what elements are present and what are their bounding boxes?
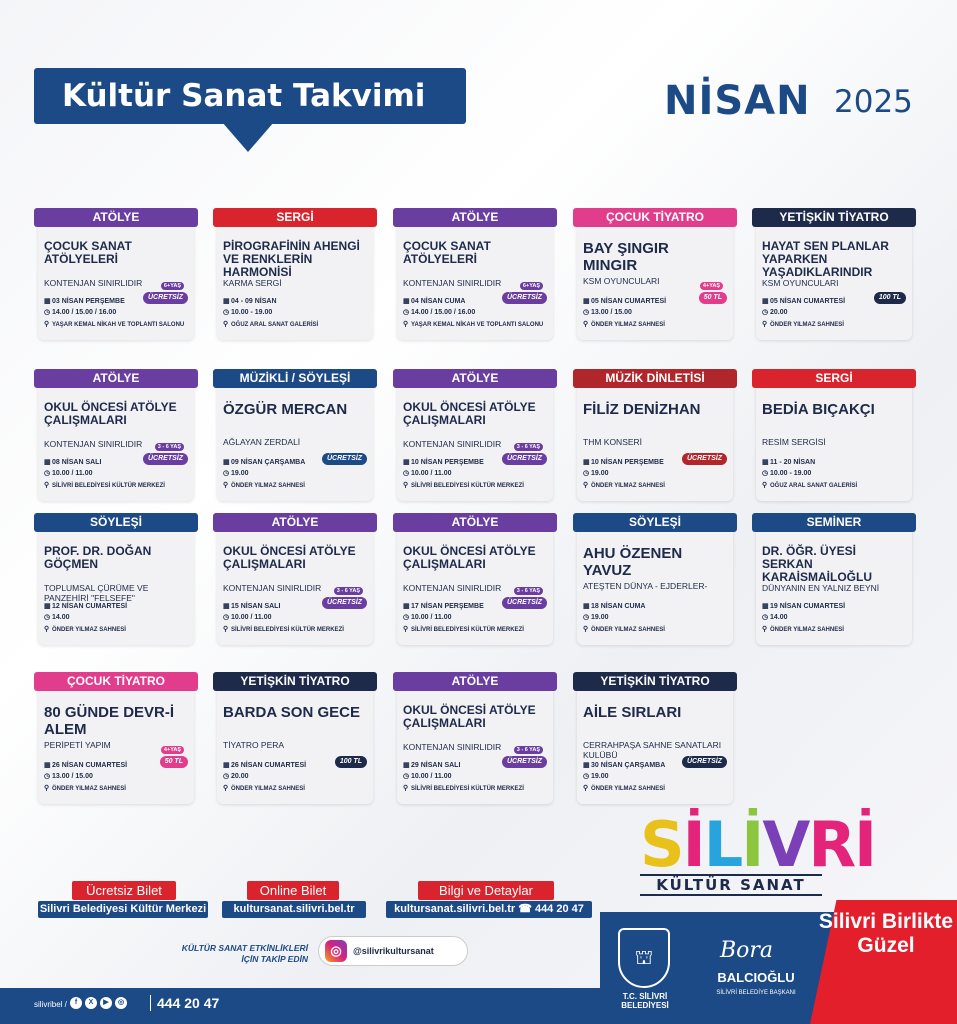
event-venue: ⚲ ÖNDER YILMAZ SAHNESİ <box>762 626 844 633</box>
social-icons <box>70 997 127 1009</box>
event-card <box>577 371 733 501</box>
event-venue: ⚲ SİLİVRİ BELEDİYESİ KÜLTÜR MERKEZİ <box>403 785 524 792</box>
event-venue: ⚲ ÖNDER YILMAZ SAHNESİ <box>44 626 126 633</box>
event-title: HAYAT SEN PLANLAR YAPARKEN YAŞADIKLARINDIR <box>762 239 889 279</box>
age-badge: 4+YAŞ <box>700 282 723 290</box>
clock-icon: ◷ <box>762 470 769 477</box>
event-time: ◷ 19.00 <box>583 773 609 780</box>
event-venue: ⚲ ÖNDER YILMAZ SAHNESİ <box>223 785 305 792</box>
month-label: NİSAN <box>664 78 811 124</box>
online-ticket-label: Online Bilet <box>247 881 339 900</box>
event-title: AHU ÖZENEN YAVUZ <box>583 545 683 579</box>
location-icon: ⚲ <box>223 626 229 633</box>
price-badge: 100 TL <box>874 292 906 304</box>
event-card <box>38 674 194 804</box>
event-subtitle: KSM OYUNCULARI <box>583 276 660 286</box>
mayor-signature: Bora <box>720 938 774 963</box>
event-title: OKUL ÖNCESİ ATÖLYE ÇALIŞMALARI <box>403 544 536 571</box>
location-icon: ⚲ <box>403 785 409 792</box>
event-title: BARDA SON GECE <box>223 704 360 721</box>
calendar-icon: ▦ <box>583 459 590 466</box>
event-venue: ⚲ YAŞAR KEMAL NİKAH VE TOPLANTI SALONU <box>403 321 544 328</box>
calendar-icon: ▦ <box>403 762 410 769</box>
instagram-badge[interactable] <box>318 936 468 966</box>
clock-icon: ◷ <box>44 614 51 621</box>
calendar-icon: ▦ <box>583 298 590 305</box>
event-title: BEDİA BIÇAKÇI <box>762 401 875 418</box>
event-date: ▦11 - 20 NİSAN <box>762 459 816 466</box>
clock-icon: ◷ <box>583 614 590 621</box>
clock-icon: ◷ <box>403 614 410 621</box>
event-venue: ⚲ ÖNDER YILMAZ SAHNESİ <box>762 321 844 328</box>
clock-icon: ◷ <box>762 614 769 621</box>
event-subtitle: DÜNYANIN EN YALNIZ BEYNİ <box>762 583 880 593</box>
event-subtitle: THM KONSERİ <box>583 437 643 447</box>
page-title: Kültür Sanat Takvimi <box>34 68 466 124</box>
event-subtitle: KSM OYUNCULARI <box>762 278 839 288</box>
clock-icon: ◷ <box>762 309 769 316</box>
event-category: ÇOCUK TİYATRO <box>573 208 737 227</box>
price-badge: ÜCRETSİZ <box>502 597 547 609</box>
event-card <box>397 210 553 340</box>
event-category: ATÖLYE <box>393 369 557 388</box>
location-icon: ⚲ <box>403 482 409 489</box>
online-ticket-link[interactable]: kultursanat.silivri.bel.tr <box>222 901 366 918</box>
calendar-icon: ▦ <box>762 603 769 610</box>
event-time: ◷ 19.00 <box>223 470 249 477</box>
calendar-icon: ▦ <box>762 459 769 466</box>
event-date: ▦08 NİSAN SALI <box>44 459 102 466</box>
youtube-icon[interactable]: ▶ <box>100 997 112 1009</box>
event-title: ÖZGÜR MERCAN <box>223 401 348 418</box>
clock-icon: ◷ <box>44 309 51 316</box>
event-date: ▦18 NİSAN CUMA <box>583 603 646 610</box>
event-time: ◷ 20.00 <box>762 309 788 316</box>
mayor-title: SİLİVRİ BELEDİYE BAŞKANI <box>716 990 796 996</box>
calendar-icon: ▦ <box>44 298 51 305</box>
event-venue: ⚲ SİLİVRİ BELEDİYESİ KÜLTÜR MERKEZİ <box>223 626 344 633</box>
location-icon: ⚲ <box>44 321 50 328</box>
event-subtitle: KONTENJAN SINIRLIDIR <box>44 278 143 288</box>
event-card <box>756 210 912 340</box>
calendar-icon: ▦ <box>44 603 51 610</box>
event-title: PROF. DR. DOĞAN GÖÇMEN <box>44 544 152 571</box>
event-card <box>217 210 373 340</box>
calendar-icon: ▦ <box>403 603 410 610</box>
event-venue: ⚲ SİLİVRİ BELEDİYESİ KÜLTÜR MERKEZİ <box>44 482 165 489</box>
price-badge: ÜCRETSİZ <box>502 756 547 768</box>
event-title: DR. ÖĞR. ÜYESİ SERKAN KARAİSMAİLOĞLU <box>762 544 872 584</box>
event-time: ◷ 20.00 <box>223 773 249 780</box>
event-card <box>217 371 373 501</box>
silivri-logo: SİLİVRİ <box>640 808 876 881</box>
event-category: ÇOCUK TİYATRO <box>34 672 198 691</box>
price-badge: ÜCRETSİZ <box>322 453 367 465</box>
social-handle: silivribel / <box>34 1000 67 1009</box>
event-subtitle: RESİM SERGİSİ <box>762 437 826 447</box>
location-icon: ⚲ <box>223 321 229 328</box>
event-venue: ⚲ YAŞAR KEMAL NİKAH VE TOPLANTI SALONU <box>44 321 185 328</box>
location-icon: ⚲ <box>403 626 409 633</box>
event-date: ▦30 NİSAN ÇARŞAMBA <box>583 762 666 769</box>
clock-icon: ◷ <box>223 614 230 621</box>
clock-icon: ◷ <box>403 773 410 780</box>
location-icon: ⚲ <box>403 321 409 328</box>
event-title: OKUL ÖNCESİ ATÖLYE ÇALIŞMALARI <box>403 703 536 730</box>
event-category: SEMİNER <box>752 513 916 532</box>
event-title: OKUL ÖNCESİ ATÖLYE ÇALIŞMALARI <box>44 400 177 427</box>
event-time: ◷ 19.00 <box>583 470 609 477</box>
clock-icon: ◷ <box>403 470 410 477</box>
event-subtitle: CERRAHPAŞA SAHNE SANATLARI KULÜBÜ <box>583 740 722 760</box>
price-badge: ÜCRETSİZ <box>143 453 188 465</box>
location-icon: ⚲ <box>762 321 768 328</box>
clock-icon: ◷ <box>583 773 590 780</box>
event-category: ATÖLYE <box>393 513 557 532</box>
event-date: ▦29 NİSAN SALI <box>403 762 461 769</box>
event-venue: ⚲ OĞUZ ARAL SANAT GALERİSİ <box>762 482 858 489</box>
event-time: ◷ 10.00 / 11.00 <box>403 773 452 780</box>
event-card <box>756 515 912 645</box>
event-subtitle: KONTENJAN SINIRLIDIR <box>403 278 502 288</box>
price-badge: ÜCRETSİZ <box>322 597 367 609</box>
event-category: ATÖLYE <box>213 513 377 532</box>
x-icon[interactable]: X <box>85 997 97 1009</box>
price-badge: ÜCRETSİZ <box>682 453 727 465</box>
location-icon: ⚲ <box>44 785 50 792</box>
event-title: OKUL ÖNCESİ ATÖLYE ÇALIŞMALARI <box>403 400 536 427</box>
event-card <box>217 674 373 804</box>
event-category: YETİŞKİN TİYATRO <box>752 208 916 227</box>
event-subtitle: KONTENJAN SINIRLIDIR <box>44 439 143 449</box>
event-card <box>217 515 373 645</box>
event-time: ◷ 14.00 <box>44 614 70 621</box>
event-date: ▦12 NİSAN CUMARTESİ <box>44 603 128 610</box>
event-card <box>397 515 553 645</box>
instagram-icon: ◎ <box>325 940 347 962</box>
event-subtitle: PERİPETİ YAPIM <box>44 740 111 750</box>
phone-number: 444 20 47 <box>150 995 219 1011</box>
event-time: ◷ 10.00 / 11.00 <box>403 470 452 477</box>
event-card <box>577 674 733 804</box>
age-badge: 6+YAŞ <box>520 282 543 290</box>
event-card <box>756 371 912 501</box>
event-title: ÇOCUK SANAT ATÖLYELERİ <box>403 239 491 266</box>
event-time: ◷ 19.00 <box>583 614 609 621</box>
event-subtitle: KONTENJAN SINIRLIDIR <box>223 583 322 593</box>
event-subtitle: TOPLUMSAL ÇÜRÜME VE PANZEHİRİ "FELSEFE" <box>44 583 149 603</box>
event-time: ◷ 13.00 / 15.00 <box>44 773 93 780</box>
event-time: ◷ 13.00 / 15.00 <box>583 309 632 316</box>
event-card <box>38 515 194 645</box>
calendar-icon: ▦ <box>223 762 230 769</box>
location-icon: ⚲ <box>583 785 589 792</box>
location-icon: ⚲ <box>583 482 589 489</box>
clock-icon: ◷ <box>223 470 230 477</box>
event-date: ▦19 NİSAN CUMARTESİ <box>762 603 846 610</box>
calendar-icon: ▦ <box>762 298 769 305</box>
calendar-icon: ▦ <box>223 603 230 610</box>
municipality-seal-icon: ⛫ <box>618 928 670 988</box>
event-date: ▦10 NİSAN PERŞEMBE <box>403 459 484 466</box>
title-pointer <box>222 122 274 152</box>
calendar-icon: ▦ <box>403 459 410 466</box>
event-card <box>577 210 733 340</box>
event-venue: ⚲ OĞUZ ARAL SANAT GALERİSİ <box>223 321 319 328</box>
age-badge: 4+YAŞ <box>161 746 184 754</box>
event-title: FİLİZ DENİZHAN <box>583 401 701 418</box>
event-title: BAY ŞINGIR MINGIR <box>583 240 669 274</box>
event-subtitle: KARMA SERGİ <box>223 278 282 288</box>
event-date: ▦10 NİSAN PERŞEMBE <box>583 459 664 466</box>
event-subtitle: TİYATRO PERA <box>223 740 285 750</box>
clock-icon: ◷ <box>44 773 51 780</box>
event-category: MÜZİKLİ / SÖYLEŞİ <box>213 369 377 388</box>
event-date: ▦03 NİSAN PERŞEMBE <box>44 298 125 305</box>
clock-icon: ◷ <box>223 309 230 316</box>
location-icon: ⚲ <box>223 785 229 792</box>
event-time: ◷ 14.00 <box>762 614 788 621</box>
event-category: ATÖLYE <box>34 208 198 227</box>
municipality-name: T.C. SİLİVRİ BELEDİYESİ <box>621 992 669 1010</box>
year-label: 2025 <box>834 84 913 120</box>
event-venue: ⚲ SİLİVRİ BELEDİYESİ KÜLTÜR MERKEZİ <box>403 626 524 633</box>
event-date: ▦26 NİSAN CUMARTESİ <box>223 762 307 769</box>
event-category: YETİŞKİN TİYATRO <box>213 672 377 691</box>
event-title: 80 GÜNDE DEVR-İ ALEM <box>44 704 175 738</box>
event-venue: ⚲ SİLİVRİ BELEDİYESİ KÜLTÜR MERKEZİ <box>403 482 524 489</box>
price-badge: 100 TL <box>335 756 367 768</box>
calendar-icon: ▦ <box>583 762 590 769</box>
location-icon: ⚲ <box>44 482 50 489</box>
location-icon: ⚲ <box>223 482 229 489</box>
event-subtitle: ATEŞTEN DÜNYA - EJDERLER- <box>583 581 708 591</box>
event-date: ▦15 NİSAN SALI <box>223 603 281 610</box>
location-icon: ⚲ <box>762 482 768 489</box>
event-card <box>38 371 194 501</box>
clock-icon: ◷ <box>44 470 51 477</box>
age-badge: 6+YAŞ <box>161 282 184 290</box>
info-contacts[interactable]: kultursanat.silivri.bel.tr ☎ 444 20 47 <box>386 901 592 918</box>
event-category: SERGİ <box>752 369 916 388</box>
event-venue: ⚲ ÖNDER YILMAZ SAHNESİ <box>583 626 665 633</box>
calendar-icon: ▦ <box>223 298 230 305</box>
event-venue: ⚲ ÖNDER YILMAZ SAHNESİ <box>583 321 665 328</box>
follow-text: KÜLTÜR SANAT ETKİNLİKLERİ İÇİN TAKİP EDİN <box>181 943 308 964</box>
event-date: ▦05 NİSAN CUMARTESİ <box>583 298 667 305</box>
event-title: ÇOCUK SANAT ATÖLYELERİ <box>44 239 132 266</box>
event-title: AİLE SIRLARI <box>583 704 682 721</box>
price-badge: ÜCRETSİZ <box>143 292 188 304</box>
slogan: Silivri Birlikte Güzel <box>818 910 954 957</box>
calendar-icon: ▦ <box>403 298 410 305</box>
event-venue: ⚲ ÖNDER YILMAZ SAHNESİ <box>583 785 665 792</box>
price-badge: ÜCRETSİZ <box>682 756 727 768</box>
event-time: ◷ 14.00 / 15.00 / 16.00 <box>44 309 117 316</box>
event-date: ▦26 NİSAN CUMARTESİ <box>44 762 128 769</box>
event-category: SERGİ <box>213 208 377 227</box>
price-badge: ÜCRETSİZ <box>502 292 547 304</box>
event-category: SÖYLEŞİ <box>573 513 737 532</box>
event-date: ▦17 NİSAN PERŞEMBE <box>403 603 484 610</box>
event-category: MÜZİK DİNLETİSİ <box>573 369 737 388</box>
event-subtitle: AĞLAYAN ZERDALİ <box>223 437 301 447</box>
event-venue: ⚲ ÖNDER YILMAZ SAHNESİ <box>223 482 305 489</box>
location-icon: ⚲ <box>583 626 589 633</box>
price-badge: 50 TL <box>699 292 727 304</box>
event-time: ◷ 10.00 / 11.00 <box>223 614 272 621</box>
event-category: ATÖLYE <box>393 208 557 227</box>
event-category: ATÖLYE <box>34 369 198 388</box>
instagram-handle: @silivrikultursanat <box>353 946 434 956</box>
clock-icon: ◷ <box>583 309 590 316</box>
event-card <box>577 515 733 645</box>
brand-subtitle: KÜLTÜR SANAT <box>640 874 822 896</box>
event-date: ▦09 NİSAN ÇARŞAMBA <box>223 459 306 466</box>
calendar-icon: ▦ <box>223 459 230 466</box>
event-time: ◷ 10.00 - 19.00 <box>762 470 812 477</box>
free-ticket-label: Ücretsiz Bilet <box>72 881 176 900</box>
calendar-icon: ▦ <box>44 459 51 466</box>
clock-icon: ◷ <box>223 773 230 780</box>
instagram-small-icon[interactable]: ◎ <box>115 997 127 1009</box>
age-badge: 3 - 6 YAŞ <box>514 443 543 451</box>
age-badge: 3 - 6 YAŞ <box>514 746 543 754</box>
event-time: ◷ 10.00 - 19.00 <box>223 309 273 316</box>
mayor-name: BALCIOĞLU <box>717 970 795 985</box>
calendar-icon: ▦ <box>583 603 590 610</box>
price-badge: ÜCRETSİZ <box>502 453 547 465</box>
event-date: ▦04 NİSAN CUMA <box>403 298 466 305</box>
free-ticket-venue: Silivri Belediyesi Kültür Merkezi <box>38 901 208 918</box>
clock-icon: ◷ <box>583 470 590 477</box>
event-card <box>38 210 194 340</box>
event-venue: ⚲ ÖNDER YILMAZ SAHNESİ <box>44 785 126 792</box>
event-title: PİROGRAFİNİN AHENGİ VE RENKLERİN HARMONİSİ <box>223 239 360 279</box>
price-badge: 50 TL <box>160 756 188 768</box>
location-icon: ⚲ <box>44 626 50 633</box>
event-venue: ⚲ ÖNDER YILMAZ SAHNESİ <box>583 482 665 489</box>
event-card <box>397 371 553 501</box>
info-label: Bilgi ve Detaylar <box>418 881 554 900</box>
facebook-icon[interactable]: f <box>70 997 82 1009</box>
event-category: ATÖLYE <box>393 672 557 691</box>
age-badge: 3 - 6 YAŞ <box>514 587 543 595</box>
event-time: ◷ 14.00 / 15.00 / 16.00 <box>403 309 476 316</box>
clock-icon: ◷ <box>403 309 410 316</box>
event-card <box>397 674 553 804</box>
event-date: ▦04 - 09 NİSAN <box>223 298 277 305</box>
calendar-icon: ▦ <box>44 762 51 769</box>
event-time: ◷ 10.00 / 11.00 <box>403 614 452 621</box>
age-badge: 3 - 6 YAŞ <box>155 443 184 451</box>
location-icon: ⚲ <box>583 321 589 328</box>
event-category: YETİŞKİN TİYATRO <box>573 672 737 691</box>
location-icon: ⚲ <box>762 626 768 633</box>
event-subtitle: KONTENJAN SINIRLIDIR <box>403 439 502 449</box>
event-subtitle: KONTENJAN SINIRLIDIR <box>403 583 502 593</box>
event-category: SÖYLEŞİ <box>34 513 198 532</box>
event-date: ▦05 NİSAN CUMARTESİ <box>762 298 846 305</box>
event-title: OKUL ÖNCESİ ATÖLYE ÇALIŞMALARI <box>223 544 356 571</box>
event-time: ◷ 10.00 / 11.00 <box>44 470 93 477</box>
event-subtitle: KONTENJAN SINIRLIDIR <box>403 742 502 752</box>
age-badge: 3 - 6 YAŞ <box>334 587 363 595</box>
